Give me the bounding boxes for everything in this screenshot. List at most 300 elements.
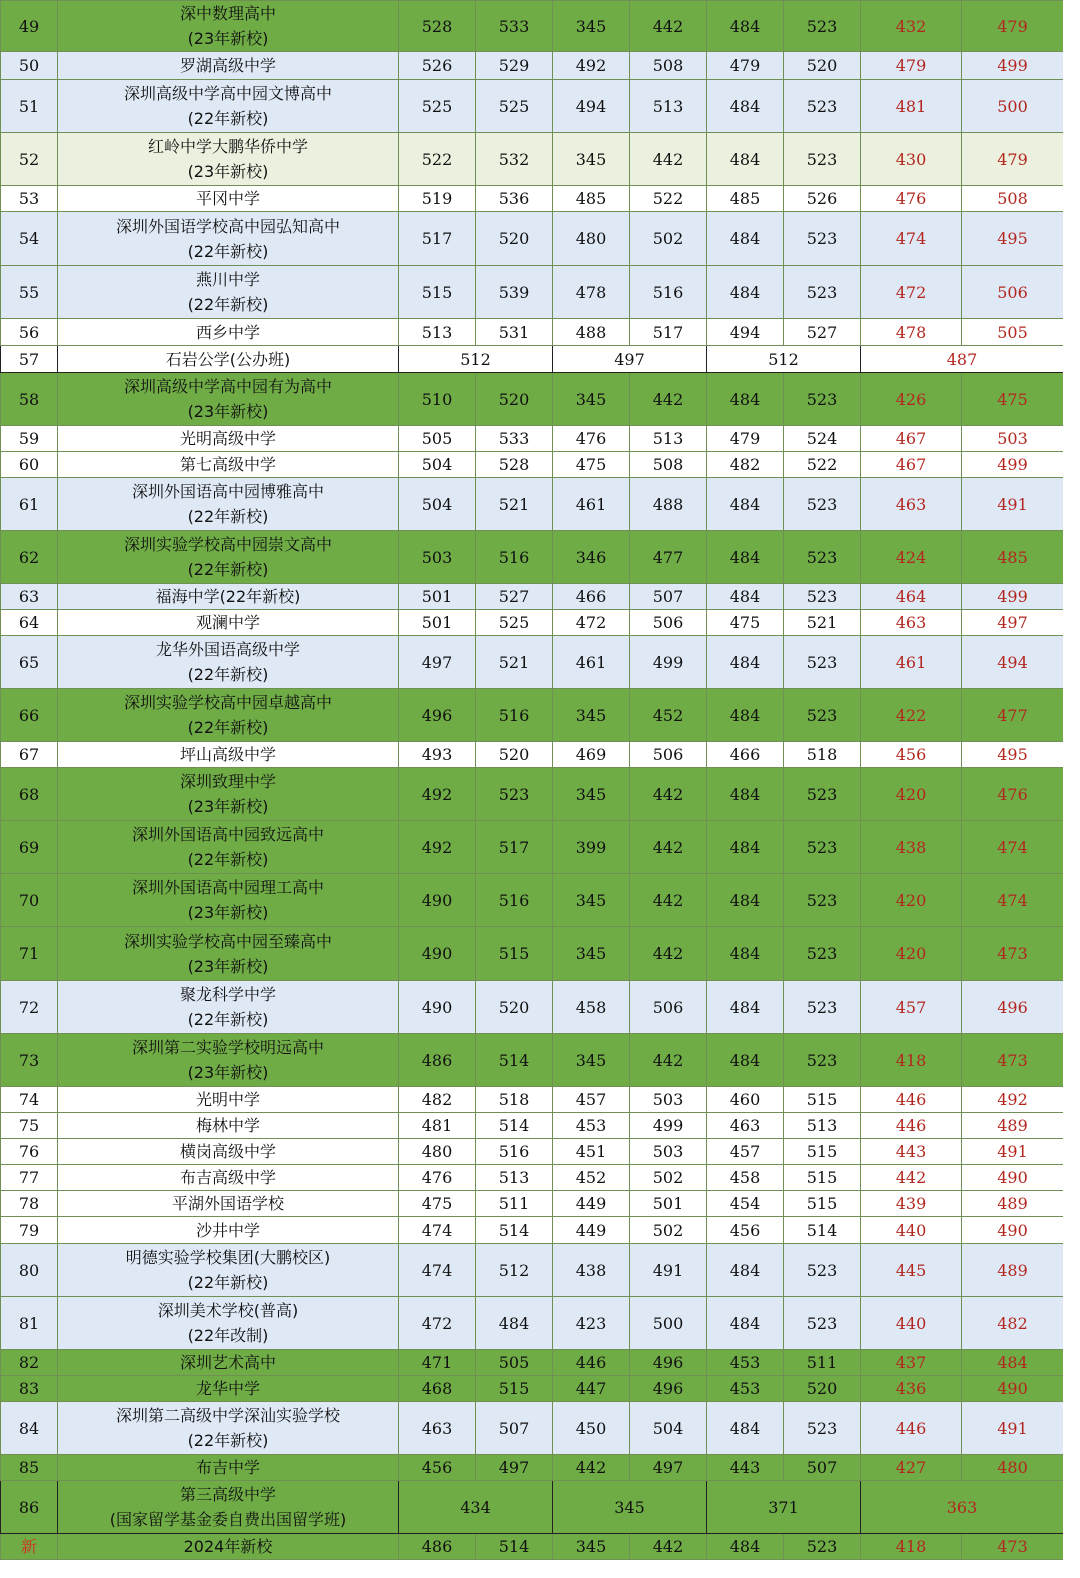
school-name-cell (58, 584, 399, 610)
score-cell: 442 (630, 927, 707, 981)
score-cell: 460 (707, 1087, 784, 1113)
rank-cell: 81 (1, 1297, 58, 1350)
score-cell: 458 (553, 981, 630, 1034)
school-name: 梅林中学 (195, 1116, 260, 1135)
score-cell: 501 (630, 1191, 707, 1217)
score-cell: 480 (962, 1455, 1064, 1481)
table-row (1, 133, 1064, 186)
score-cell: 508 (630, 52, 707, 80)
score-cell: 345 (553, 1, 630, 52)
school-name-cell (58, 742, 399, 768)
school-name-cell (58, 266, 399, 319)
score-cell: 484 (476, 1297, 553, 1350)
rank-cell: 62 (1, 531, 58, 584)
school-name: 明德实验学校集团(大鹏校区) (125, 1248, 331, 1267)
score-cell: 520 (784, 52, 861, 80)
school-name: 深圳艺术高中 (179, 1353, 276, 1372)
rank-cell: 54 (1, 212, 58, 266)
score-cell: 484 (707, 927, 784, 981)
score-cell: 504 (630, 1402, 707, 1455)
score-cell: 453 (707, 1376, 784, 1402)
score-cell: 503 (630, 1139, 707, 1165)
score-cell: 512 (476, 1244, 553, 1297)
score-cell: 506 (630, 610, 707, 636)
score-cell: 515 (784, 1139, 861, 1165)
score-cell: 523 (784, 80, 861, 133)
score-cell: 430 (861, 133, 962, 186)
score-cell: 523 (784, 1297, 861, 1350)
score-cell: 508 (962, 186, 1064, 212)
table-row (1, 584, 1064, 610)
table-row (1, 1481, 1064, 1534)
score-cell: 525 (476, 80, 553, 133)
school-name-cell (58, 212, 399, 266)
score-cell: 523 (784, 133, 861, 186)
rank-cell: 68 (1, 768, 58, 821)
table-row (1, 1244, 1064, 1297)
school-name: 罗湖高级中学 (179, 56, 276, 75)
score-cell: 420 (861, 927, 962, 981)
table-row (1, 874, 1064, 927)
school-name-cell (58, 821, 399, 874)
school-name: 深圳第二高级中学深汕实验学校 (115, 1406, 340, 1425)
score-cell: 496 (399, 689, 476, 742)
score-cell: 454 (707, 1191, 784, 1217)
score-cell: 523 (784, 1534, 861, 1560)
school-name-cell (58, 1402, 399, 1455)
table-row (1, 1191, 1064, 1217)
score-cell: 523 (784, 821, 861, 874)
score-cell: 345 (553, 133, 630, 186)
score-cell: 503 (962, 426, 1064, 452)
score-cell: 523 (784, 1402, 861, 1455)
score-cell: 475 (399, 1191, 476, 1217)
rank-cell: 55 (1, 266, 58, 319)
rank-cell: 64 (1, 610, 58, 636)
score-cell: 457 (861, 981, 962, 1034)
rank-cell: 76 (1, 1139, 58, 1165)
table-row (1, 186, 1064, 212)
score-cell: 491 (962, 1139, 1064, 1165)
score-cell: 484 (707, 212, 784, 266)
school-name-cell (58, 1165, 399, 1191)
score-cell: 485 (707, 186, 784, 212)
score-cell: 528 (476, 452, 553, 478)
score-cell: 473 (962, 1034, 1064, 1087)
score-cell: 446 (861, 1087, 962, 1113)
score-cell: 346 (553, 531, 630, 584)
school-name-cell (58, 133, 399, 186)
table-row (1, 52, 1064, 80)
school-name-cell (58, 1034, 399, 1087)
score-cell: 466 (553, 584, 630, 610)
school-name-cell (58, 426, 399, 452)
school-name: 深圳外国语学校高中园弘知高中 (115, 216, 340, 236)
score-cell: 371 (707, 1481, 861, 1534)
score-cell: 475 (553, 452, 630, 478)
score-cell: 418 (861, 1534, 962, 1560)
score-cell: 461 (553, 636, 630, 689)
rank-cell: 69 (1, 821, 58, 874)
school-name-cell (58, 186, 399, 212)
school-note: (23年新校) (187, 956, 269, 976)
score-cell: 527 (784, 319, 861, 346)
table-row (1, 927, 1064, 981)
score-cell: 463 (399, 1402, 476, 1455)
school-name: 聚龙科学中学 (179, 985, 276, 1004)
score-cell: 443 (861, 1139, 962, 1165)
score-cell: 345 (553, 373, 630, 426)
score-cell: 484 (707, 584, 784, 610)
score-cell: 484 (707, 636, 784, 689)
score-cell: 493 (399, 742, 476, 768)
rank-cell: 72 (1, 981, 58, 1034)
score-cell: 452 (630, 689, 707, 742)
score-cell: 504 (399, 478, 476, 531)
score-cell: 449 (553, 1217, 630, 1244)
school-name: 燕川中学 (195, 270, 260, 289)
score-cell: 456 (861, 742, 962, 768)
score-cell: 484 (707, 1297, 784, 1350)
school-name-cell (58, 1139, 399, 1165)
score-cell: 484 (707, 821, 784, 874)
score-cell: 496 (630, 1376, 707, 1402)
rank-cell: 70 (1, 874, 58, 927)
score-cell: 478 (861, 319, 962, 346)
score-cell: 345 (553, 874, 630, 927)
score-cell: 443 (707, 1455, 784, 1481)
school-name: 布吉高级中学 (179, 1168, 276, 1187)
school-note: (23年新校) (187, 1063, 269, 1082)
score-cell: 486 (399, 1034, 476, 1087)
score-cell: 514 (476, 1217, 553, 1244)
score-cell: 502 (630, 1165, 707, 1191)
score-cell: 442 (630, 373, 707, 426)
score-cell: 513 (630, 80, 707, 133)
school-name: 横岗高级中学 (179, 1142, 276, 1161)
score-cell: 438 (861, 821, 962, 874)
score-cell: 345 (553, 1034, 630, 1087)
school-note: (22年新校) (187, 295, 269, 314)
rank-cell: 83 (1, 1376, 58, 1402)
score-cell: 467 (861, 452, 962, 478)
score-cell: 482 (707, 452, 784, 478)
score-cell: 523 (784, 981, 861, 1034)
score-cell: 471 (399, 1350, 476, 1376)
score-cell: 345 (553, 1481, 707, 1534)
school-note: (23年新校) (187, 903, 269, 922)
score-cell: 523 (784, 874, 861, 927)
score-cell: 345 (553, 689, 630, 742)
score-cell: 523 (784, 689, 861, 742)
score-cell: 442 (630, 768, 707, 821)
school-note: (22年新校) (187, 850, 269, 869)
score-cell: 526 (784, 186, 861, 212)
score-cell: 481 (861, 80, 962, 133)
rank-cell: 73 (1, 1034, 58, 1087)
school-name: 深圳实验学校高中园崇文高中 (123, 535, 332, 554)
score-cell: 523 (784, 531, 861, 584)
school-name-cell (58, 610, 399, 636)
score-cell: 474 (962, 874, 1064, 927)
score-cell: 506 (630, 981, 707, 1034)
score-cell: 420 (861, 768, 962, 821)
score-cell: 521 (476, 636, 553, 689)
score-cell: 490 (962, 1165, 1064, 1191)
score-cell: 520 (476, 373, 553, 426)
score-cell: 446 (861, 1113, 962, 1139)
score-cell: 484 (707, 1402, 784, 1455)
score-cell: 491 (962, 478, 1064, 531)
score-cell: 523 (784, 212, 861, 266)
score-cell: 488 (630, 478, 707, 531)
score-cell: 529 (476, 52, 553, 80)
score-cell: 476 (962, 768, 1064, 821)
school-name-cell (58, 373, 399, 426)
table-row (1, 1534, 1064, 1560)
rank-cell: 53 (1, 186, 58, 212)
table-row (1, 1455, 1064, 1481)
school-name-cell (58, 1297, 399, 1350)
school-name: 红岭中学大鹏华侨中学 (147, 137, 308, 156)
score-cell: 526 (399, 52, 476, 80)
score-cell: 479 (861, 52, 962, 80)
score-cell: 515 (784, 1191, 861, 1217)
score-cell: 474 (399, 1244, 476, 1297)
rank-cell: 57 (1, 346, 58, 373)
score-cell: 473 (962, 927, 1064, 981)
score-cell: 480 (553, 212, 630, 266)
school-name-cell (58, 636, 399, 689)
score-cell: 438 (553, 1244, 630, 1297)
score-cell: 479 (707, 426, 784, 452)
rank-cell: 60 (1, 452, 58, 478)
score-cell: 491 (630, 1244, 707, 1297)
score-cell: 499 (630, 636, 707, 689)
table-row (1, 610, 1064, 636)
score-cell: 440 (861, 1297, 962, 1350)
score-cell: 463 (707, 1113, 784, 1139)
table-row (1, 80, 1064, 133)
rank-cell: 71 (1, 927, 58, 981)
score-cell: 489 (962, 1244, 1064, 1297)
school-name: 深圳美术学校(普高) (157, 1301, 299, 1320)
table-row (1, 1113, 1064, 1139)
score-cell: 518 (784, 742, 861, 768)
school-name: 福海中学(22年新校) (155, 587, 301, 606)
score-cell: 474 (861, 212, 962, 266)
table-row (1, 373, 1064, 426)
score-cell: 539 (476, 266, 553, 319)
rank-cell: 86 (1, 1481, 58, 1534)
score-cell: 500 (630, 1297, 707, 1350)
score-cell: 490 (399, 874, 476, 927)
school-name-cell (58, 1217, 399, 1244)
rank-cell: 56 (1, 319, 58, 346)
school-name-cell (58, 1, 399, 52)
score-cell: 514 (476, 1034, 553, 1087)
score-cell: 453 (553, 1113, 630, 1139)
score-cell: 527 (476, 584, 553, 610)
score-cell: 518 (476, 1087, 553, 1113)
score-cell: 345 (553, 768, 630, 821)
rank-cell: 58 (1, 373, 58, 426)
score-cell: 486 (399, 1534, 476, 1560)
score-cell: 496 (962, 981, 1064, 1034)
score-cell: 490 (962, 1217, 1064, 1244)
table-row (1, 636, 1064, 689)
score-cell: 481 (399, 1113, 476, 1139)
score-cell: 491 (962, 1402, 1064, 1455)
rank-cell: 52 (1, 133, 58, 186)
score-cell: 499 (962, 52, 1064, 80)
score-cell: 484 (707, 478, 784, 531)
school-name: 深圳高级中学高中园文博高中 (123, 84, 332, 103)
rank-cell: 74 (1, 1087, 58, 1113)
table-row (1, 768, 1064, 821)
score-cell: 508 (630, 452, 707, 478)
score-cell: 488 (553, 319, 630, 346)
score-cell: 478 (553, 266, 630, 319)
table-row (1, 346, 1064, 373)
score-cell: 450 (553, 1402, 630, 1455)
score-cell: 511 (784, 1350, 861, 1376)
score-cell: 516 (476, 531, 553, 584)
score-cell: 442 (553, 1455, 630, 1481)
school-name: 坪山高级中学 (179, 745, 276, 764)
score-cell: 492 (399, 768, 476, 821)
rank-cell: 66 (1, 689, 58, 742)
table-row (1, 981, 1064, 1034)
score-cell: 484 (707, 133, 784, 186)
score-cell: 513 (784, 1113, 861, 1139)
score-cell: 434 (399, 1481, 553, 1534)
score-cell: 517 (399, 212, 476, 266)
score-cell: 497 (476, 1455, 553, 1481)
score-cell: 484 (707, 1244, 784, 1297)
score-cell: 492 (399, 821, 476, 874)
score-cell: 523 (784, 927, 861, 981)
school-name-cell (58, 1087, 399, 1113)
school-name-cell (58, 52, 399, 80)
score-cell: 523 (784, 373, 861, 426)
score-cell: 515 (476, 927, 553, 981)
score-cell: 516 (630, 266, 707, 319)
table-row (1, 1139, 1064, 1165)
score-cell: 512 (399, 346, 553, 373)
score-cell: 514 (476, 1113, 553, 1139)
school-note: (23年新校) (187, 162, 269, 181)
school-name: 西乡中学 (195, 322, 260, 342)
score-cell: 516 (476, 874, 553, 927)
score-cell: 520 (476, 742, 553, 768)
school-name: 布吉中学 (195, 1458, 260, 1477)
score-cell: 523 (476, 768, 553, 821)
school-name: 第三高级中学 (179, 1485, 276, 1504)
score-cell: 495 (962, 742, 1064, 768)
score-cell: 484 (707, 874, 784, 927)
school-name-cell (58, 1376, 399, 1402)
table-row (1, 1297, 1064, 1350)
table-row (1, 531, 1064, 584)
score-cell: 517 (630, 319, 707, 346)
score-cell: 515 (399, 266, 476, 319)
school-note: (22年新校) (187, 560, 269, 579)
score-cell: 492 (962, 1087, 1064, 1113)
score-cell: 512 (707, 346, 861, 373)
school-name-cell (58, 1244, 399, 1297)
school-name: 平湖外国语学校 (171, 1194, 284, 1213)
score-cell: 503 (399, 531, 476, 584)
score-cell: 480 (399, 1139, 476, 1165)
table-row (1, 1034, 1064, 1087)
table-row (1, 319, 1064, 346)
table-row (1, 426, 1064, 452)
school-name-cell (58, 1191, 399, 1217)
score-cell: 501 (399, 584, 476, 610)
score-cell: 473 (962, 1534, 1064, 1560)
table-row (1, 1087, 1064, 1113)
table-row (1, 821, 1064, 874)
table-row (1, 1217, 1064, 1244)
score-cell: 440 (861, 1217, 962, 1244)
score-cell: 485 (962, 531, 1064, 584)
score-cell: 476 (861, 186, 962, 212)
school-note: (国家留学基金委自费出国留学班) (109, 1510, 347, 1529)
school-name-cell (58, 689, 399, 742)
score-cell: 490 (962, 1376, 1064, 1402)
score-cell: 504 (399, 452, 476, 478)
score-cell: 487 (861, 346, 1064, 373)
school-name: 深中数理高中 (179, 4, 276, 23)
score-cell: 536 (476, 186, 553, 212)
school-name: 深圳实验学校高中园至臻高中 (123, 931, 332, 951)
score-cell: 452 (553, 1165, 630, 1191)
score-cell: 515 (476, 1376, 553, 1402)
score-cell: 399 (553, 821, 630, 874)
score-cell: 442 (630, 874, 707, 927)
score-cell: 489 (962, 1191, 1064, 1217)
score-cell: 505 (476, 1350, 553, 1376)
score-cell: 523 (784, 266, 861, 319)
score-cell: 479 (962, 133, 1064, 186)
score-cell: 484 (962, 1350, 1064, 1376)
rank-cell: 59 (1, 426, 58, 452)
school-name-cell (58, 531, 399, 584)
score-cell: 532 (476, 133, 553, 186)
school-name-cell (58, 1350, 399, 1376)
score-cell: 461 (861, 636, 962, 689)
score-cell: 503 (630, 1087, 707, 1113)
school-name-cell (58, 1455, 399, 1481)
score-cell: 345 (553, 927, 630, 981)
rank-cell: 67 (1, 742, 58, 768)
score-cell: 506 (630, 742, 707, 768)
score-cell: 521 (784, 610, 861, 636)
score-cell: 505 (399, 426, 476, 452)
score-cell: 522 (630, 186, 707, 212)
school-note: (22年新校) (187, 665, 269, 684)
score-cell: 477 (962, 689, 1064, 742)
score-cell: 345 (553, 1534, 630, 1560)
score-cell: 523 (784, 1244, 861, 1297)
rank-cell: 82 (1, 1350, 58, 1376)
school-note: (22年新校) (187, 1010, 269, 1029)
rank-cell: 63 (1, 584, 58, 610)
score-cell: 510 (399, 373, 476, 426)
score-cell: 456 (399, 1455, 476, 1481)
score-cell: 472 (553, 610, 630, 636)
